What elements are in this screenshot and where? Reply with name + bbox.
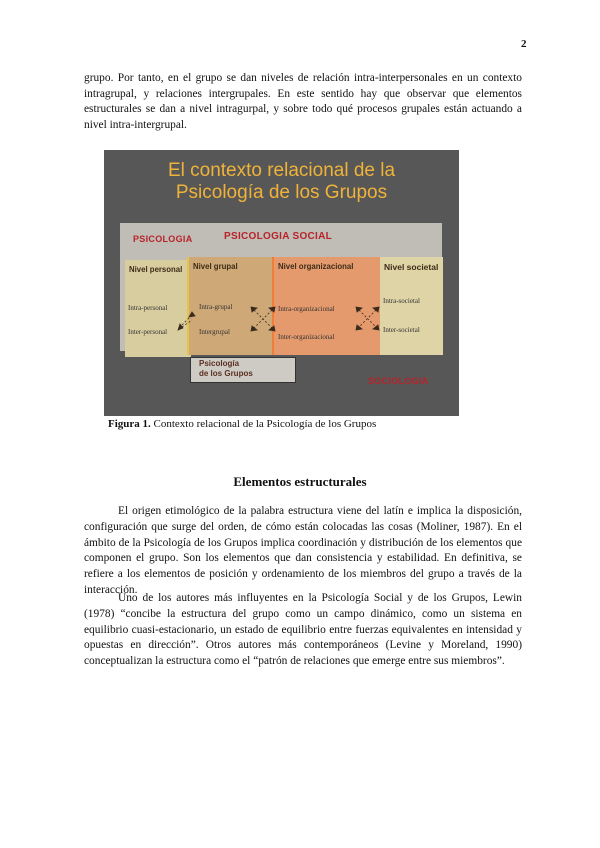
column-header: Nivel societal xyxy=(384,262,439,272)
psicologia-grupos-box xyxy=(190,357,296,383)
paragraph-2: El origen etimológico de la palabra estructura viene del latín e implica la disposición, configuración que surge del orden, de cómo están colocadas las cosas (Moliner, 1987). En el ámbito de la Psicología de los Grupos implica coordinación y distribución de los elementos que componen el grupo. Son los elementos que dan consistencia y estabilidad. En definitiva, se refiere a los elementos de posición y ordenamiento de los miembros del grupo a través de la interacción. xyxy=(84,505,522,596)
intro-paragraph: grupo. Por tanto, en el grupo se dan niveles de relación intra-interpersonales en un contexto intragrupal, y relaciones intergrupales. En este sentido hay que observar que elementos estructurales se dan a nivel intragurpal, y sobre todo qué procesos grupales están actuando a nivel intra-intergrupal. xyxy=(84,72,522,131)
box-line2: de los Grupos xyxy=(199,369,253,378)
column-item: Intra-organizacional xyxy=(278,305,335,313)
section-heading: Elementos estructurales xyxy=(233,474,367,489)
figure-title-line2: Psicología de los Grupos xyxy=(175,182,388,203)
box-line1: Psicología xyxy=(199,359,240,368)
column-header: Nivel grupal xyxy=(193,262,238,271)
column-item: Intra-societal xyxy=(383,297,420,305)
caption-text: Contexto relacional de la Psicología de los Grupos xyxy=(150,418,377,430)
label-sociologia: SOCIOLOGIA xyxy=(368,376,429,386)
column-header: Nivel personal xyxy=(129,265,183,274)
page-number: 2 xyxy=(521,38,527,50)
column-item: Inter-personal xyxy=(128,328,168,336)
figure-caption xyxy=(108,418,376,430)
paragraph-3: Uno de los autores más influyentes en la Psicología Social y de los Grupos, Lewin (1978) “concibe la estructura del grupo como un campo dinámico, como un sistema en equilibrio cuasi-estacionario, un estado de equilibrio entre fuerzas equivalentes en intensidad y opuestas en dirección”. Otros autores más contemporáneos (Levine y Moreland, 1990) conceptualizan la estructura como el “patrón de relaciones que emerge entre sus miembros”. xyxy=(84,592,522,668)
label-psicologia-social: PSICOLOGIA SOCIAL xyxy=(224,231,333,242)
caption-label: Figura 1. xyxy=(108,418,151,430)
column-item: Intra-personal xyxy=(128,304,168,312)
column-item: Intra-grupal xyxy=(199,303,233,311)
column-item: Intergrupal xyxy=(199,328,230,336)
figure-context-diagram xyxy=(104,150,459,416)
column-header: Nivel organizacional xyxy=(278,262,354,271)
column-item: Inter-societal xyxy=(383,326,420,334)
column-item: Inter-organizacional xyxy=(278,333,335,341)
figure-title-line1: El contexto relacional de la xyxy=(167,160,396,181)
label-psicologia: PSICOLOGIA xyxy=(133,234,193,244)
